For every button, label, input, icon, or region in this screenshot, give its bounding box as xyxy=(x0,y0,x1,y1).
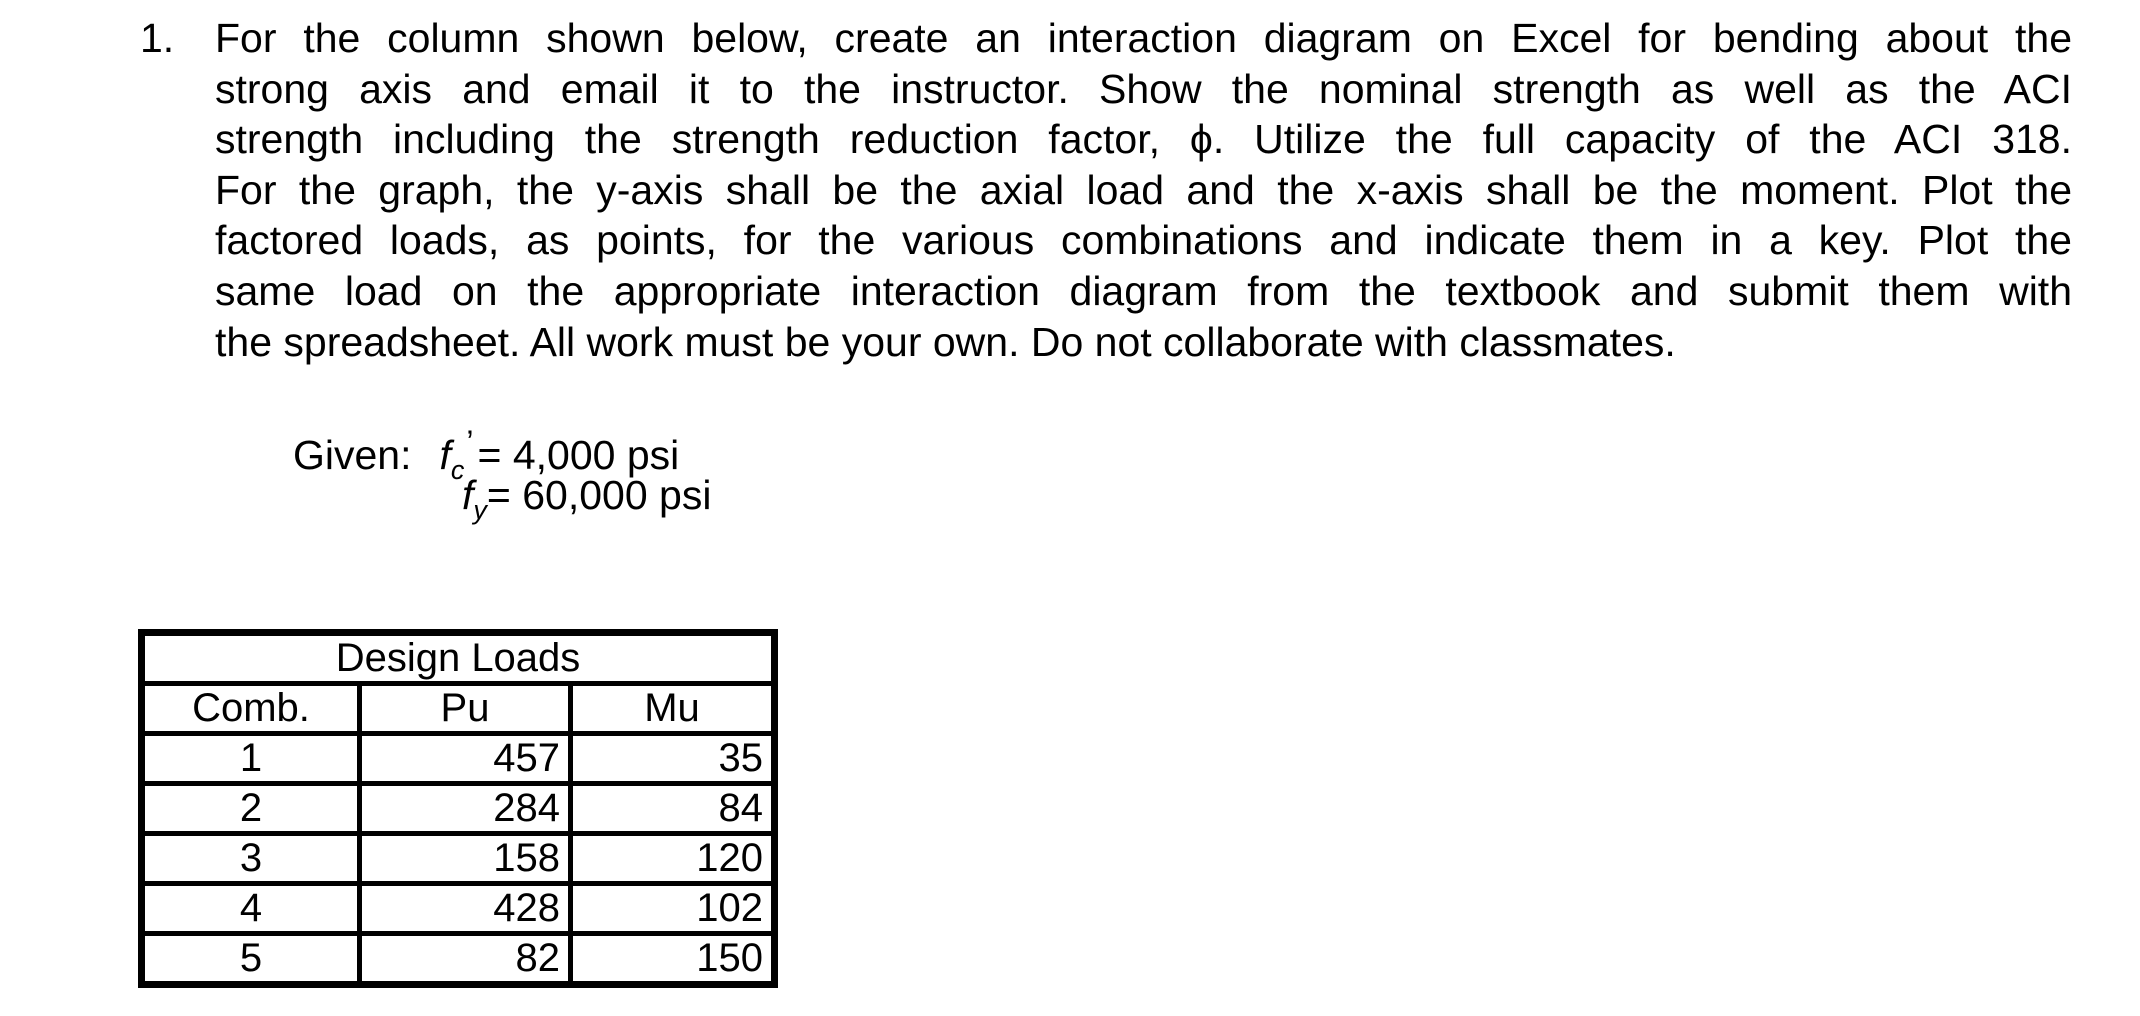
problem-line: strong axis and email it to the instructor. Show the nominal strength as well as the ACI xyxy=(215,65,2072,112)
cell-pu: 284 xyxy=(360,784,571,834)
fy-symbol: f xyxy=(462,472,474,518)
cell-comb: 1 xyxy=(142,734,360,784)
table-row xyxy=(142,834,775,884)
given-line-fy xyxy=(462,472,711,526)
column-header-comb: Comb. xyxy=(142,684,360,734)
column-header-mu: Mu xyxy=(571,684,775,734)
fy-subscript: y xyxy=(473,495,487,525)
cell-mu: 35 xyxy=(571,734,775,784)
cell-comb: 2 xyxy=(142,784,360,834)
fc-value: = 4,000 psi xyxy=(477,432,680,478)
cell-mu: 150 xyxy=(571,934,775,985)
cell-comb: 5 xyxy=(142,934,360,985)
table-row xyxy=(142,734,775,784)
table-title-row xyxy=(142,633,775,684)
cell-mu: 84 xyxy=(571,784,775,834)
problem-line: For the column shown below, create an interaction diagram on Excel for bending about the xyxy=(215,15,2072,61)
problem-line: factored loads, as points, for the various combinations and indicate them in a key. Plot the xyxy=(215,217,2072,264)
table-title: Design Loads xyxy=(142,633,775,684)
cell-comb: 3 xyxy=(142,834,360,884)
design-loads-table xyxy=(138,629,778,988)
table-header-row xyxy=(142,684,775,734)
column-header-pu: Pu xyxy=(360,684,571,734)
table-row xyxy=(142,784,775,834)
table-row xyxy=(142,884,775,934)
cell-pu: 158 xyxy=(360,834,571,884)
cell-pu: 457 xyxy=(360,734,571,784)
fc-prime: ’ xyxy=(466,424,474,460)
fc-symbol: f xyxy=(439,432,451,478)
problem-line: strength including the strength reduction factor, ϕ. Utilize the full capacity of the ACI 318. xyxy=(215,116,2072,163)
cell-mu: 102 xyxy=(571,884,775,934)
table-row xyxy=(142,934,775,985)
formula-fy xyxy=(462,472,711,526)
problem-paragraph xyxy=(215,13,2072,367)
fy-value: = 60,000 psi xyxy=(486,472,712,518)
cell-pu: 82 xyxy=(360,934,571,985)
fc-subscript: c xyxy=(450,455,465,485)
problem-line: same load on the appropriate interaction diagram from the textbook and submit them with xyxy=(215,267,2072,314)
cell-comb: 4 xyxy=(142,884,360,934)
problem-number: 1. xyxy=(140,15,175,61)
cell-mu: 120 xyxy=(571,834,775,884)
given-label: Given: xyxy=(293,432,412,478)
problem-line: For the graph, the y-axis shall be the axial load and the x-axis shall be the moment. Plot the xyxy=(215,166,2072,213)
cell-pu: 428 xyxy=(360,884,571,934)
problem-line: the spreadsheet. All work must be your own. Do not collaborate with classmates. xyxy=(215,318,1676,365)
